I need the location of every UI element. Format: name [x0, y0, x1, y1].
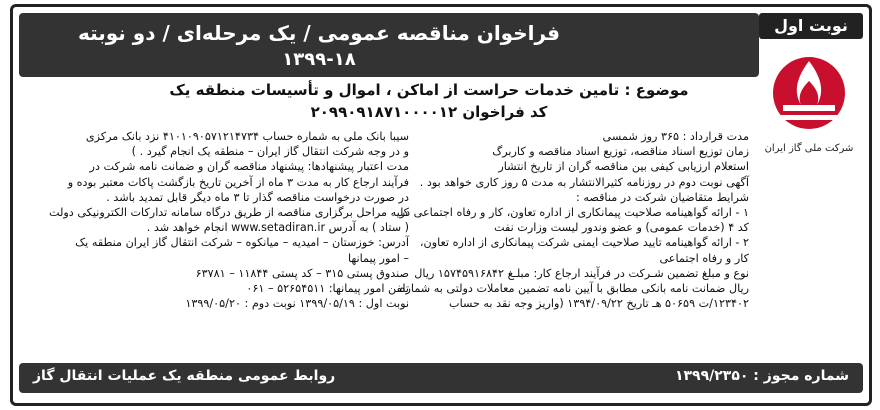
right-line: شرایط متقاضیان شرکت در مناقصه :: [576, 190, 749, 204]
right-line: نوع و مبلغ تضمین شـرکت در فرآیند ارجاع کار: مبلـغ ۱۵۷۴۵۹۱۶۸۴۲ ریال: [414, 266, 749, 280]
left-line: – امور پیمانها: [347, 251, 409, 265]
right-column: [399, 129, 749, 311]
left-line: در صورت درخواست مناقصه گذار تا ۳ ماه دیگر قابل تمدید باشد .: [106, 190, 409, 204]
agency-name: روابط عمومی منطقه یک عملیات انتقال گاز: [33, 368, 336, 384]
ad-border: [10, 4, 872, 406]
header-band: [19, 13, 759, 77]
left-line: و در وجه شرکت انتقال گاز ایران – منطقه یک انجام گیرد . ): [131, 145, 409, 159]
subject-line: موضوع : تامین خدمات حراست از اماکن ، اموال و تأسیسات منطقه یک: [169, 81, 689, 99]
logo-caption: شرکت ملی گاز ایران: [764, 143, 854, 154]
left-line: مدت اعتبار پیشنهادها: پیشنهاد مناقصه گران و ضمانت نامه شرکت در: [89, 160, 409, 174]
permit-number: شماره مجوز : ۱۳۹۹/۲۳۵۰: [674, 368, 849, 384]
tender-code: کد فراخوان ۲۰۹۹۰۹۱۸۷۱۰۰۰۰۱۲: [310, 103, 548, 121]
left-line: آدرس: خوزستان – امیدیه – میانکوه – شرکت انتقال گاز ایران منطقه یک: [75, 236, 409, 250]
ad-title: فراخوان مناقصه عمومی / یک مرحله‌ای / دو نوبته: [77, 21, 561, 45]
left-line: صندوق پستی ۳۱۵ – کد پستی ۱۱۸۴۴ – ۶۳۷۸۱: [195, 266, 409, 280]
left-line: ( ستاد ) به آدرس www.setadiran.ir انجام خواهد شد .: [146, 221, 409, 235]
right-line: ۲ - ارائه گواهینامه تایید صلاحیت ایمنی شرکت پیمانکاری از اداره تعاون،: [419, 236, 749, 250]
left-line: نوبت اول : ۱۳۹۹/۰۵/۱۹ نوبت دوم : ۱۳۹۹/۰۵/۲۰: [185, 297, 409, 311]
ad-number: ۱۳۹۹-۱۸: [282, 49, 356, 70]
right-line: مدت قرارداد : ۳۶۵ روز شمسی: [602, 130, 749, 143]
left-line: فرآیند ارجاع کار به مدت ۳ ماه از آخرین تاریخ بازگشت پاکات معتبر بوده و: [67, 175, 409, 189]
footer-band: [19, 363, 863, 393]
nigc-flame-logo-icon: [757, 47, 861, 177]
right-line: ۱ - ارائه گواهینامه صلاحیت پیمانکاری از اداره تعاون، کار و رفاه اجتماعی در: [399, 206, 749, 220]
right-line: استعلام ارزیابی کیفی بین مناقصه گران از تاریخ انتشار: [498, 160, 749, 174]
right-line: کد ۴ (خدمات عمومی) و عضو وندور لیست وزارت نفت: [493, 221, 749, 235]
right-line: ۱۲۳۴۰۲/ت ۵۰۶۵۹ هـ تاریخ ۱۳۹۴/۰۹/۲۲ (واریز وجه نقد به حساب: [449, 297, 749, 311]
left-line: سیبا بانک ملی به شماره حساب ۴۱۰۱۰۹۰۵۷۱۲۱۴۷۳۴ نزد بانک مرکزی: [85, 130, 409, 143]
right-line: آگهی نوبت دوم در روزنامه کثیرالانتشار به مدت ۵ روز کاری خواهد بود .: [419, 175, 749, 189]
left-line: تلفن امور پیمانها: ۵۲۶۵۴۵۱۱ – ۰۶۱: [246, 282, 409, 296]
left-line: کلیه مراحل برگزاری مناقصه از طریق درگاه سامانه تدارکات الکترونیکی دولت: [49, 206, 409, 220]
left-column: [23, 129, 409, 311]
right-line: ریال ضمانت نامه بانکی مطابق با آیین نامه تضمین معاملات دولتی به شماره: [399, 282, 749, 296]
right-line: زمان توزیع اسناد مناقصه، توزیع اسناد مناقصه و کاربرگ: [492, 145, 749, 159]
turn-badge: نوبت اول: [759, 13, 863, 39]
right-line: کار و رفاه اجتماعی: [659, 251, 749, 265]
